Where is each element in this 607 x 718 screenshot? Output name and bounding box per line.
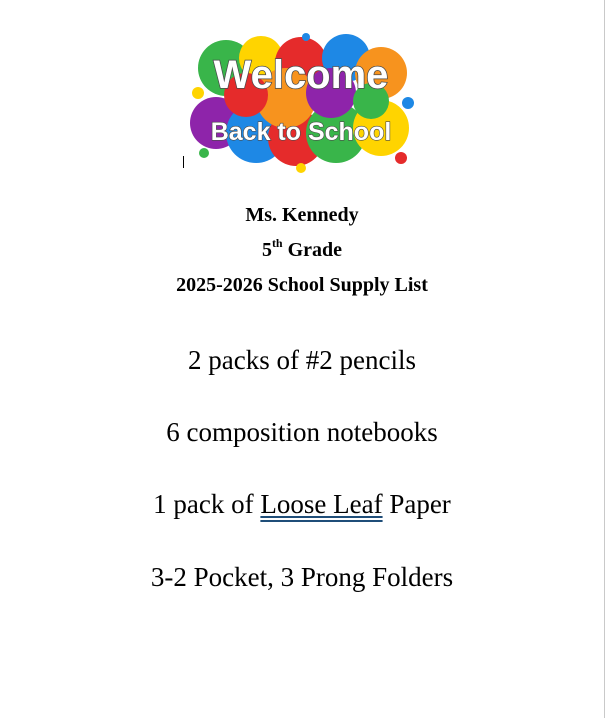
grade-number: 5 bbox=[261, 239, 272, 261]
welcome-back-to-school-banner bbox=[186, 33, 416, 173]
supply-item-folders: 3-2 Pocket, 3 Prong Folders bbox=[150, 562, 454, 592]
supply-item-paper-underlined: Loose Leaf bbox=[260, 489, 383, 519]
grade-line bbox=[0, 238, 604, 262]
supply-item-paper-prefix: 1 pack of bbox=[153, 489, 261, 519]
banner-line-1: Welcome bbox=[213, 53, 389, 97]
supply-item-paper bbox=[0, 488, 604, 520]
text-cursor bbox=[183, 156, 184, 168]
grade-suffix: th bbox=[271, 236, 283, 251]
supply-list-title: 2025-2026 School Supply List bbox=[176, 274, 428, 296]
supply-item-pencils: 2 packs of #2 pencils bbox=[188, 345, 416, 375]
teacher-name: Ms. Kennedy bbox=[245, 204, 359, 226]
grade-word: Grade bbox=[287, 239, 343, 261]
supply-item-notebooks: 6 composition notebooks bbox=[166, 417, 438, 447]
banner-line-2: Back to School bbox=[210, 118, 392, 146]
supply-item-paper-suffix: Paper bbox=[382, 489, 451, 519]
